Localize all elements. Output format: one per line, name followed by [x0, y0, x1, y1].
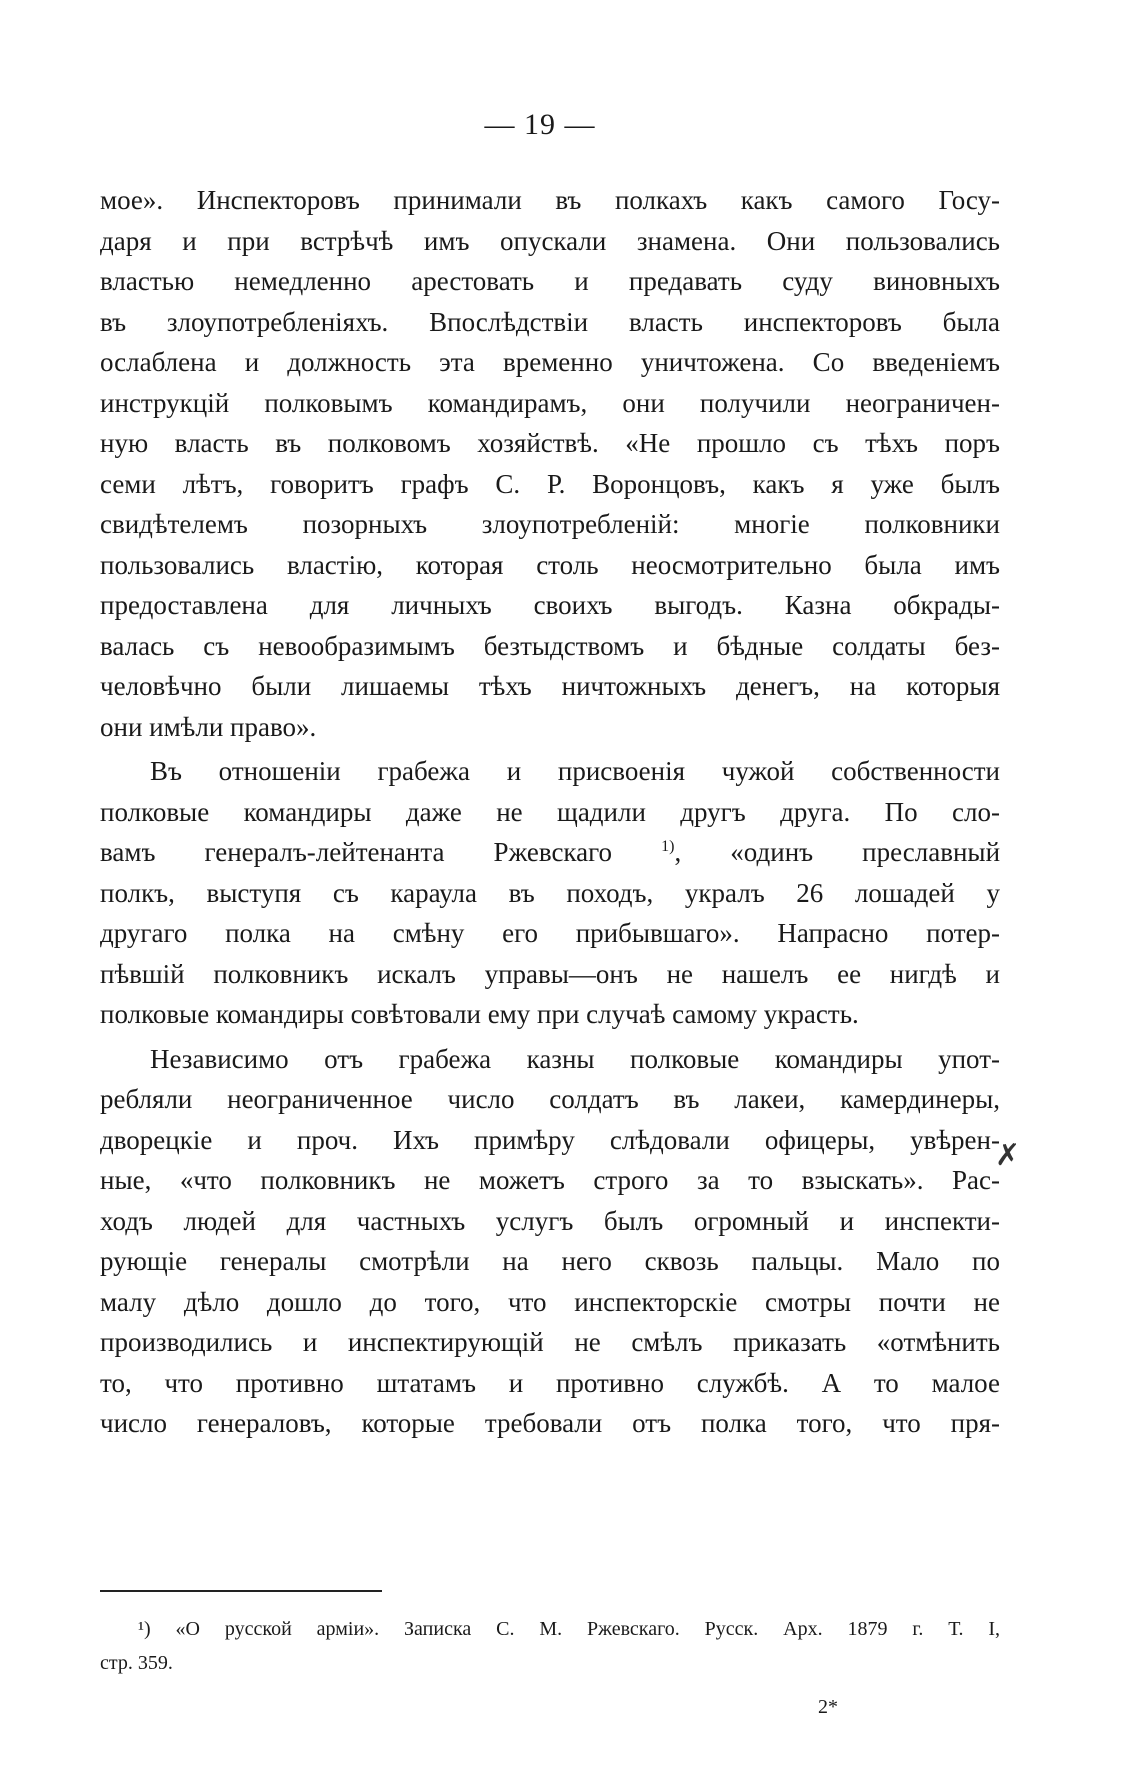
paragraph-3	[100, 1039, 1000, 1444]
text-line: пѣвшій полковникъ искалъ управы—онъ не нашелъ ее нигдѣ и	[100, 958, 1000, 989]
text-line: семи лѣтъ, говоритъ графъ С. Р. Воронцовъ, какъ я уже былъ	[100, 468, 1000, 499]
footnote-line: стр. 359.	[100, 1652, 173, 1674]
text-line: другаго полка на смѣну его прибывшаго». Напрасно потер-	[100, 918, 1000, 948]
text-line: Въ отношеніи грабежа и присвоенія чужой собственности	[150, 756, 1000, 786]
text-line: ную власть въ полковомъ хозяйствѣ. «Не прошло съ тѣхъ поръ	[100, 428, 1000, 458]
text-line: предоставлена для личныхъ своихъ выгодъ. Казна обкрады-	[100, 590, 1000, 620]
text-line: человѣчно были лишаемы тѣхъ ничтожныхъ денегъ, на которыя	[100, 671, 1000, 701]
signature-mark: 2*	[818, 1696, 838, 1718]
text-line: производились и инспектирующій не смѣлъ приказать «отмѣнить	[100, 1327, 1000, 1357]
text-line: валась съ невообразимымъ безтыдствомъ и бѣдные солдаты без-	[100, 630, 1000, 661]
text-line: ослаблена и должность эта временно уничтожена. Со введеніемъ	[100, 347, 1000, 377]
text-line: полкъ, выступя съ караула въ походъ, укралъ 26 лошадей у	[100, 877, 1000, 908]
text-line: пользовались властію, которая столь неосмотрительно была имъ	[100, 549, 1000, 580]
text-line: число генераловъ, которые требовали отъ полка того, что пря-	[100, 1408, 1000, 1438]
footnote-line: ¹) «О русской арміи». Записка С. М. Ржевскаго. Русск. Арх. 1879 г. Т. I,	[138, 1618, 1000, 1640]
body-text	[100, 180, 1000, 1444]
margin-annotation-mark: ✗	[995, 1139, 1021, 1172]
text-line: даря и при встрѣчѣ имъ опускали знамена. Они пользовались	[100, 225, 1000, 256]
text-line: мое». Инспекторовъ принимали въ полкахъ какъ самого Госу-	[100, 185, 1000, 215]
footnote-divider	[100, 1590, 382, 1592]
text-line: ные, «что полковникъ не можетъ строго за то взыскать». Рас-	[100, 1165, 1000, 1195]
text-line-with-footnote-ref	[100, 832, 1000, 873]
footnote-ref[interactable]: 1)	[661, 838, 675, 855]
text-line: въ злоупотребленіяхъ. Впослѣдствіи власть инспекторовъ была	[100, 306, 1000, 337]
text-line: малу дѣло дошло до того, что инспекторскіе смотры почти не	[100, 1286, 1000, 1317]
text-line: то, что противно штатамъ и противно службѣ. А то малое	[100, 1367, 1000, 1398]
text-segment: вамъ генералъ-лейтенанта Ржевскаго	[100, 837, 613, 867]
text-line: Независимо отъ грабежа казны полковые командиры упот-	[150, 1043, 1000, 1074]
text-line: они имѣли право».	[100, 711, 317, 742]
footnote	[100, 1612, 1000, 1680]
page-number: — 19 —	[484, 108, 596, 141]
text-line: свидѣтелемъ позорныхъ злоупотребленій: многіе полковники	[100, 509, 1000, 539]
paragraph-2	[100, 751, 1000, 1035]
paragraph-1	[100, 180, 1000, 747]
text-line: полковые командиры совѣтовали ему при случаѣ самому украсть.	[100, 999, 859, 1029]
text-segment: , «одинъ преславный	[674, 837, 1001, 867]
text-line: ходъ людей для частныхъ услугъ былъ огромный и инспекти-	[100, 1205, 1000, 1236]
text-line: рующіе генералы смотрѣли на него сквозь пальцы. Мало по	[100, 1246, 1000, 1276]
text-line: властью немедленно арестовать и предавать суду виновныхъ	[100, 266, 1000, 296]
text-line: полковые командиры даже не щадили другъ друга. По сло-	[100, 796, 1000, 827]
text-line: ребляли неограниченное число солдатъ въ лакеи, камердинеры,	[100, 1084, 1000, 1114]
text-line: дворецкіе и проч. Ихъ примѣру слѣдовали офицеры, увѣрен-	[100, 1124, 1000, 1155]
text-line: инструкцій полковымъ командирамъ, они получили неограничен-	[100, 387, 1000, 418]
